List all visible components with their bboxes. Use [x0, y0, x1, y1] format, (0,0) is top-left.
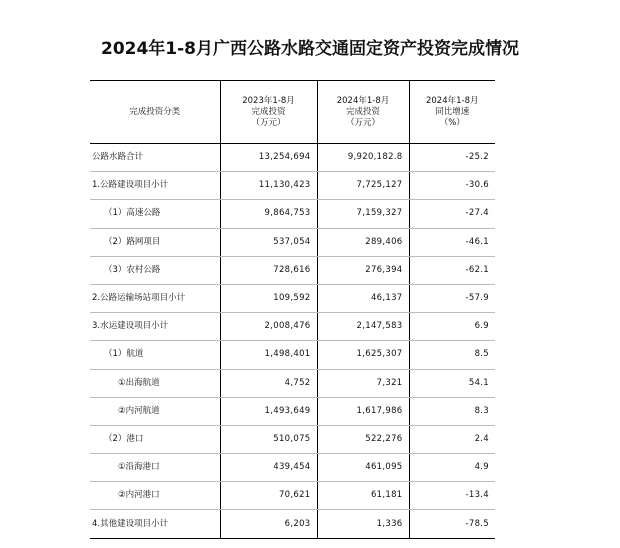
row-growth: 8.5 — [409, 341, 495, 369]
row-growth: -62.1 — [409, 256, 495, 284]
header-category: 完成投资分类 — [90, 81, 220, 144]
row-value-2023: 9,864,753 — [220, 200, 317, 228]
table-row — [90, 256, 495, 284]
table-row — [90, 397, 495, 425]
header-growth-rate — [409, 81, 495, 144]
row-category: 公路水路合计 — [90, 144, 220, 172]
row-value-2024: 7,321 — [317, 369, 409, 397]
row-value-2023: 1,493,649 — [220, 397, 317, 425]
table-row — [90, 313, 495, 341]
row-value-2024: 9,920,182.8 — [317, 144, 409, 172]
table-row — [90, 482, 495, 510]
row-growth: -78.5 — [409, 510, 495, 538]
header-growth-line1: 2024年1-8月 — [425, 95, 479, 106]
row-category: （3）农村公路 — [90, 256, 220, 284]
header-2023-investment — [220, 81, 317, 144]
table-row — [90, 454, 495, 482]
row-growth: 4.9 — [409, 454, 495, 482]
row-category: 4.其他建设项目小计 — [90, 510, 220, 538]
row-value-2023: 2,008,476 — [220, 313, 317, 341]
row-growth: -57.9 — [409, 284, 495, 312]
row-growth: -30.6 — [409, 172, 495, 200]
row-category: ②内河港口 — [90, 482, 220, 510]
row-value-2023: 537,054 — [220, 228, 317, 256]
header-2024-investment — [317, 81, 409, 144]
row-growth: 54.1 — [409, 369, 495, 397]
row-value-2024: 61,181 — [317, 482, 409, 510]
row-growth: 6.9 — [409, 313, 495, 341]
row-value-2024: 1,617,986 — [317, 397, 409, 425]
row-value-2023: 13,254,694 — [220, 144, 317, 172]
row-value-2024: 46,137 — [317, 284, 409, 312]
table-row — [90, 510, 495, 538]
row-category: （1）航道 — [90, 341, 220, 369]
row-value-2023: 6,203 — [220, 510, 317, 538]
table-row — [90, 200, 495, 228]
header-growth-line3: （%） — [439, 117, 465, 128]
row-category: 2.公路运输场站项目小计 — [90, 284, 220, 312]
row-growth: -25.2 — [409, 144, 495, 172]
row-value-2024: 461,095 — [317, 454, 409, 482]
row-value-2024: 522,276 — [317, 425, 409, 453]
row-value-2024: 7,725,127 — [317, 172, 409, 200]
row-category: 1.公路建设项目小计 — [90, 172, 220, 200]
row-value-2024: 1,336 — [317, 510, 409, 538]
row-category: ①沿海港口 — [90, 454, 220, 482]
table-row — [90, 284, 495, 312]
row-value-2023: 70,621 — [220, 482, 317, 510]
row-value-2023: 1,498,401 — [220, 341, 317, 369]
table-header-row — [90, 81, 495, 144]
table-row — [90, 369, 495, 397]
row-growth: -27.4 — [409, 200, 495, 228]
row-category: （2）港口 — [90, 425, 220, 453]
row-value-2024: 276,394 — [317, 256, 409, 284]
row-value-2023: 11,130,423 — [220, 172, 317, 200]
row-growth: -46.1 — [409, 228, 495, 256]
header-growth-line2: 同比增速 — [435, 106, 470, 117]
investment-table — [90, 80, 495, 539]
row-value-2024: 1,625,307 — [317, 341, 409, 369]
row-value-2023: 510,075 — [220, 425, 317, 453]
row-category: 3.水运建设项目小计 — [90, 313, 220, 341]
row-value-2024: 7,159,327 — [317, 200, 409, 228]
row-value-2023: 4,752 — [220, 369, 317, 397]
row-value-2023: 109,592 — [220, 284, 317, 312]
row-growth: -13.4 — [409, 482, 495, 510]
table-row — [90, 172, 495, 200]
table-row — [90, 425, 495, 453]
row-category: ①出海航道 — [90, 369, 220, 397]
header-2024-line1: 2024年1-8月 — [336, 95, 390, 106]
header-2023-line1: 2023年1-8月 — [242, 95, 295, 106]
header-2024-line2: 完成投资 — [345, 106, 380, 117]
row-value-2023: 439,454 — [220, 454, 317, 482]
header-2023-line3: （万元） — [251, 117, 286, 128]
table-row — [90, 228, 495, 256]
row-value-2023: 728,616 — [220, 256, 317, 284]
row-category: ②内河航道 — [90, 397, 220, 425]
row-growth: 8.3 — [409, 397, 495, 425]
page-title: 2024年1-8月广西公路水路交通固定资产投资完成情况 — [100, 39, 520, 59]
row-value-2024: 2,147,583 — [317, 313, 409, 341]
table-row — [90, 341, 495, 369]
row-value-2024: 289,406 — [317, 228, 409, 256]
row-category: （1）高速公路 — [90, 200, 220, 228]
row-growth: 2.4 — [409, 425, 495, 453]
header-2023-line2: 完成投资 — [251, 106, 286, 117]
table-row — [90, 144, 495, 172]
row-category: （2）路网项目 — [90, 228, 220, 256]
header-2024-line3: （万元） — [345, 117, 380, 128]
